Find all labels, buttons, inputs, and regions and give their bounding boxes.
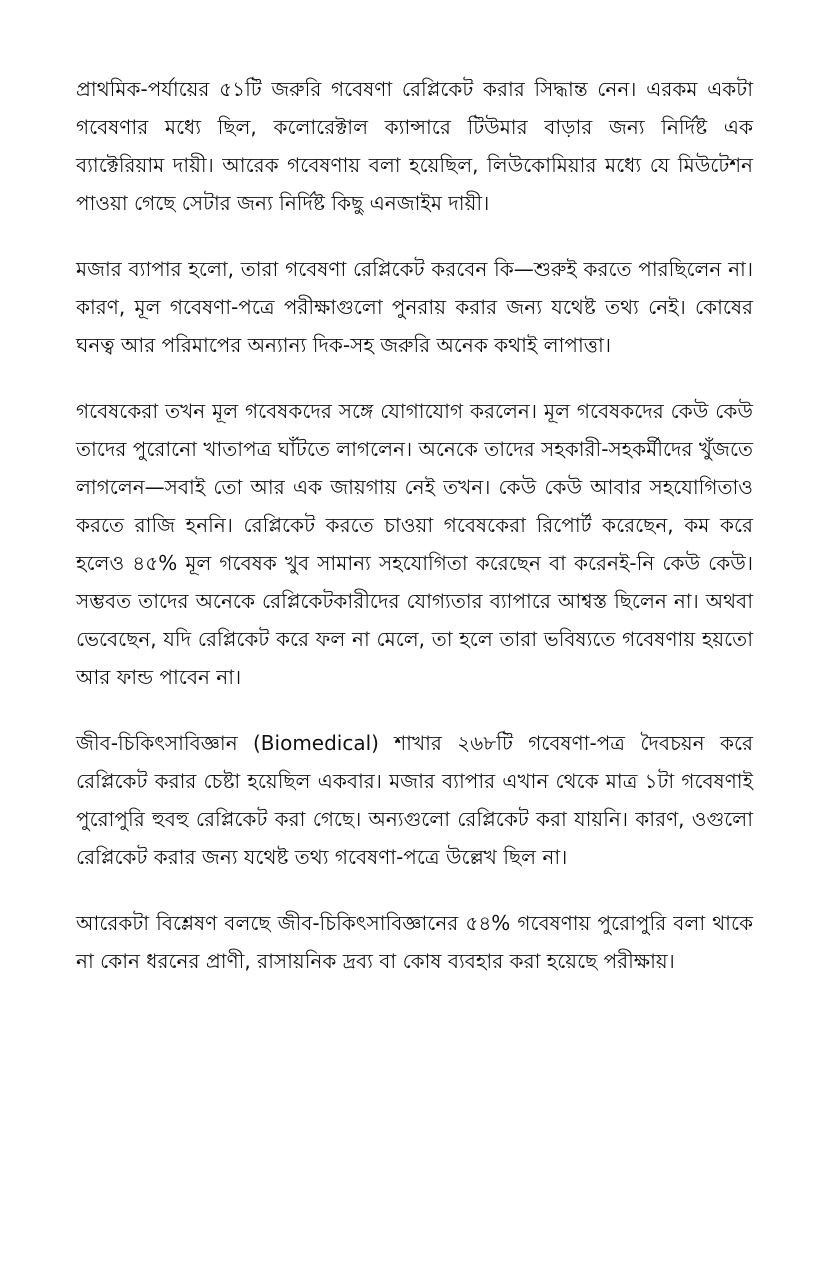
paragraph-1: প্রাথমিক-পর্যায়ের ৫১টি জরুরি গবেষণা রেপ্লিকেট করার সিদ্ধান্ত নেন। এরকম একটা গবেষণার মধ্যে ছিল, কলোরেক্টাল ক্যান্সারে টিউমার বাড়ার জন্য নির্দিষ্ট এক ব্যাক্টেরিয়াম দায়ী। আরেক গবেষণায় বলা হয়েছিল, লিউকোমিয়ার মধ্যে যে মিউটেশন পাওয়া গেছে সেটার জন্য নির্দিষ্ট কিছু এনজাইম দায়ী। [76,77,753,215]
paragraph-4: জীব-চিকিৎসাবিজ্ঞান (Biomedical) শাখার ২৬৮টি গবেষণা-পত্র দৈবচয়ন করে রেপ্লিকেট করার চেষ্টা হয়েছিল একবার। মজার ব্যাপার এখান থেকে মাত্র ১টা গবেষণাই পুরোপুরি হুবহু রেপ্লিকেট করা গেছে। অন্যগুলো রেপ্লিকেট করা যায়নি। কারণ, ওগুলো রেপ্লিকেট করার জন্য যথেষ্ট তথ্য গবেষণা-পত্রে উল্লেখ ছিল না। [76,731,753,869]
paragraph-5: আরেকটা বিশ্লেষণ বলছে জীব-চিকিৎসাবিজ্ঞানের ৫৪% গবেষণায় পুরোপুরি বলা থাকে না কোন ধরনের প্রাণী, রাসায়নিক দ্রব্য বা কোষ ব্যবহার করা হয়েছে পরীক্ষায়। [76,911,753,973]
paragraph-2: মজার ব্যাপার হলো, তারা গবেষণা রেপ্লিকেট করবেন কি—শুরুই করতে পারছিলেন না। কারণ, মূল গবেষণা-পত্রে পরীক্ষাগুলো পুনরায় করার জন্য যথেষ্ট তথ্য নেই। কোষের ঘনত্ব আর পরিমাপের অন্যান্য দিক-সহ জরুরি অনেক কথাই লাপাত্তা। [76,257,753,357]
paragraph-3: গবেষকেরা তখন মূল গবেষকদের সঙ্গে যোগাযোগ করলেন। মূল গবেষকদের কেউ কেউ তাদের পুরোনো খাতাপত্র ঘাঁটতে লাগলেন। অনেকে তাদের সহকারী-সহকর্মীদের খুঁজতে লাগলেন—সবাই তো আর এক জায়গায় নেই তখন। কেউ কেউ আবার সহযোগিতাও করতে রাজি হননি। রেপ্লিকেট করতে চাওয়া গবেষকেরা রিপোর্ট করেছেন, কম করে হলেও ৪৫% মূল গবেষক খুব সামান্য সহযোগিতা করেছেন বা করেনই-নি কেউ কেউ। সম্ভবত তাদের অনেকে রেপ্লিকেটকারীদের যোগ্যতার ব্যাপারে আশ্বস্ত ছিলেন না। অথবা ভেবেছেন, যদি রেপ্লিকেট করে ফল না মেলে, তা হলে তারা ভবিষ্যতে গবেষণায় হয়তো আর ফান্ড পাবেন না। [76,399,753,689]
document-page [76,70,753,1008]
